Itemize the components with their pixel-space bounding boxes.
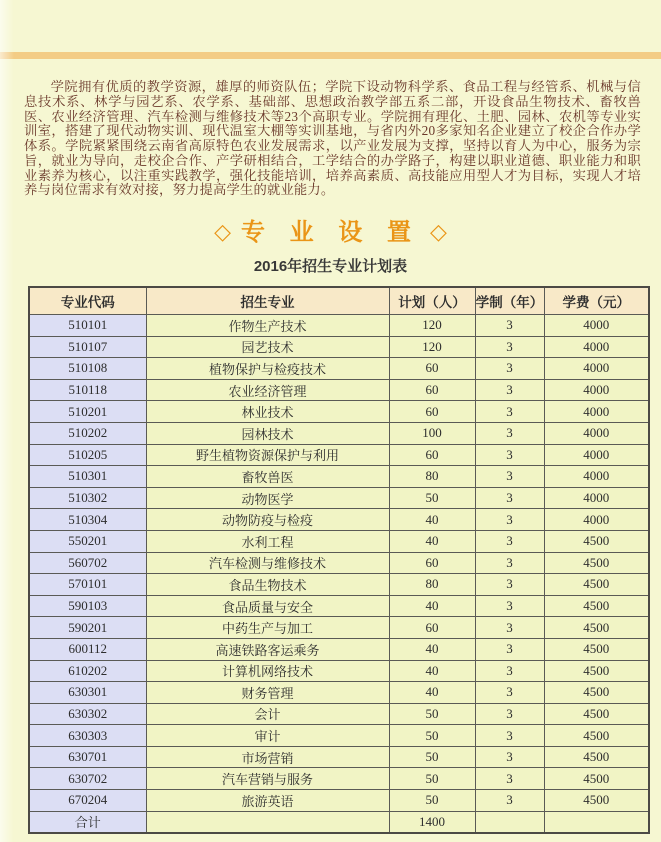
major-name-cell: 水利工程 (146, 530, 389, 552)
major-name-cell: 旅游英语 (146, 790, 389, 812)
table-row (29, 725, 649, 747)
tuition-cell: 4500 (544, 552, 649, 574)
study-years-cell: 3 (475, 660, 544, 682)
tuition-cell: 4500 (544, 725, 649, 747)
table-row (29, 315, 649, 337)
study-years-cell: 3 (475, 790, 544, 812)
table-row (29, 746, 649, 768)
major-code-cell: 510108 (29, 358, 146, 380)
majors-table-body (29, 315, 649, 834)
plan-count-cell: 50 (389, 768, 475, 790)
table-row (29, 422, 649, 444)
study-years-cell: 3 (475, 422, 544, 444)
major-name-cell: 农业经济管理 (146, 379, 389, 401)
major-code-cell: 630301 (29, 682, 146, 704)
section-title: 专 业 设 置 (240, 219, 420, 246)
tuition-cell: 4000 (544, 466, 649, 488)
major-name-cell: 动物医学 (146, 487, 389, 509)
study-years-cell: 3 (475, 768, 544, 790)
major-name-cell: 园林技术 (146, 422, 389, 444)
section-heading (0, 218, 661, 247)
table-row (29, 617, 649, 639)
tuition-cell: 4500 (544, 638, 649, 660)
page-edge-shading (0, 0, 14, 842)
study-years-cell: 3 (475, 574, 544, 596)
diamond-icon: ◇ (430, 219, 447, 244)
tuition-cell: 4000 (544, 379, 649, 401)
diamond-icon: ◇ (214, 219, 231, 244)
major-code-cell: 630702 (29, 768, 146, 790)
table-row (29, 358, 649, 380)
plan-count-cell: 120 (389, 315, 475, 337)
header-major-name: 招生专业 (146, 287, 389, 315)
plan-count-cell: 40 (389, 660, 475, 682)
plan-count-cell: 50 (389, 746, 475, 768)
major-code-cell: 合计 (29, 811, 146, 833)
study-years-cell: 3 (475, 530, 544, 552)
header-study-years: 学制（年） (475, 287, 544, 315)
plan-count-cell: 50 (389, 725, 475, 747)
plan-count-cell: 60 (389, 444, 475, 466)
table-row (29, 379, 649, 401)
tuition-cell (544, 811, 649, 833)
plan-count-cell: 40 (389, 509, 475, 531)
major-code-cell: 630303 (29, 725, 146, 747)
table-row (29, 466, 649, 488)
study-years-cell: 3 (475, 466, 544, 488)
plan-count-cell: 60 (389, 401, 475, 423)
header-tuition: 学费（元） (544, 287, 649, 315)
major-code-cell: 510302 (29, 487, 146, 509)
tuition-cell: 4500 (544, 790, 649, 812)
tuition-cell: 4500 (544, 682, 649, 704)
study-years-cell: 3 (475, 336, 544, 358)
major-code-cell: 670204 (29, 790, 146, 812)
table-row (29, 487, 649, 509)
tuition-cell: 4500 (544, 746, 649, 768)
major-name-cell: 汽车营销与服务 (146, 768, 389, 790)
tuition-cell: 4000 (544, 487, 649, 509)
major-code-cell: 510118 (29, 379, 146, 401)
plan-count-cell: 80 (389, 466, 475, 488)
major-code-cell: 510304 (29, 509, 146, 531)
major-code-cell: 510101 (29, 315, 146, 337)
table-row (29, 790, 649, 812)
major-code-cell: 510301 (29, 466, 146, 488)
majors-table (28, 286, 650, 834)
major-name-cell: 食品生物技术 (146, 574, 389, 596)
tuition-cell: 4500 (544, 574, 649, 596)
study-years-cell: 3 (475, 682, 544, 704)
major-code-cell: 590103 (29, 595, 146, 617)
major-name-cell (146, 811, 389, 833)
header-plan-count: 计划（人） (389, 287, 475, 315)
table-row (29, 552, 649, 574)
major-name-cell: 会计 (146, 703, 389, 725)
major-name-cell: 园艺技术 (146, 336, 389, 358)
major-name-cell: 汽车检测与维修技术 (146, 552, 389, 574)
tuition-cell: 4500 (544, 768, 649, 790)
tuition-cell: 4500 (544, 660, 649, 682)
table-row (29, 768, 649, 790)
tuition-cell: 4500 (544, 530, 649, 552)
plan-count-cell: 80 (389, 574, 475, 596)
major-code-cell: 570101 (29, 574, 146, 596)
study-years-cell: 3 (475, 638, 544, 660)
table-row (29, 530, 649, 552)
study-years-cell: 3 (475, 315, 544, 337)
study-years-cell: 3 (475, 703, 544, 725)
major-name-cell: 中药生产与加工 (146, 617, 389, 639)
study-years-cell: 3 (475, 509, 544, 531)
major-name-cell: 财务管理 (146, 682, 389, 704)
table-header-row (29, 287, 649, 315)
tuition-cell: 4000 (544, 509, 649, 531)
table-row (29, 595, 649, 617)
plan-count-cell: 50 (389, 790, 475, 812)
major-code-cell: 590201 (29, 617, 146, 639)
study-years-cell: 3 (475, 379, 544, 401)
major-name-cell: 动物防疫与检疫 (146, 509, 389, 531)
plan-count-cell: 60 (389, 552, 475, 574)
major-code-cell: 600112 (29, 638, 146, 660)
major-code-cell: 510201 (29, 401, 146, 423)
tuition-cell: 4000 (544, 444, 649, 466)
study-years-cell: 3 (475, 487, 544, 509)
table-row (29, 401, 649, 423)
tuition-cell: 4000 (544, 336, 649, 358)
major-name-cell: 市场营销 (146, 746, 389, 768)
study-years-cell: 3 (475, 552, 544, 574)
table-row (29, 703, 649, 725)
tuition-cell: 4500 (544, 703, 649, 725)
plan-count-cell: 1400 (389, 811, 475, 833)
plan-count-cell: 60 (389, 379, 475, 401)
study-years-cell: 3 (475, 725, 544, 747)
intro-paragraph: 学院拥有优质的教学资源，雄厚的师资队伍；学院下设动物科学系、食品工程与经管系、机械与信息技术系、林学与园艺系、农学系、基础部、思想政治教学部五系二部，开设食品生物技术、畜牧兽医、农业经济管理、汽车检测与维修技术等23个高职专业。学院拥有理化、土肥、园林、农机等专业实训室，搭建了现代动物实训、现代温室大棚等实训基地，与省内外20多家知名企业建立了校企合作办学体系。学院紧紧围绕云南省高原特色农业发展需求，以产业发展为支撑，坚持以育人为中心，服务为宗旨，就业为导向，走校企合作、产学研相结合，工学结合的办学路子，构建以职业道德、职业能力和职业素养为核心，以注重实践教学，强化技能培训，培养高素质、高技能应用型人才为目标，实现人才培养与岗位需求有效对接，努力提高学生的就业能力。 (24, 79, 641, 198)
plan-count-cell: 60 (389, 617, 475, 639)
study-years-cell: 3 (475, 401, 544, 423)
study-years-cell (475, 811, 544, 833)
major-code-cell: 610202 (29, 660, 146, 682)
major-name-cell: 野生植物资源保护与利用 (146, 444, 389, 466)
plan-count-cell: 120 (389, 336, 475, 358)
plan-count-cell: 60 (389, 358, 475, 380)
tuition-cell: 4000 (544, 401, 649, 423)
table-row (29, 336, 649, 358)
tuition-cell: 4000 (544, 422, 649, 444)
plan-count-cell: 40 (389, 638, 475, 660)
study-years-cell: 3 (475, 617, 544, 639)
top-divider-bar (0, 52, 661, 59)
header-major-code: 专业代码 (29, 287, 146, 315)
major-name-cell: 高速铁路客运乘务 (146, 638, 389, 660)
tuition-cell: 4500 (544, 595, 649, 617)
plan-count-cell: 40 (389, 595, 475, 617)
major-code-cell: 630701 (29, 746, 146, 768)
plan-count-cell: 40 (389, 682, 475, 704)
table-row (29, 660, 649, 682)
major-code-cell: 510202 (29, 422, 146, 444)
major-code-cell: 550201 (29, 530, 146, 552)
study-years-cell: 3 (475, 746, 544, 768)
study-years-cell: 3 (475, 595, 544, 617)
major-code-cell: 510107 (29, 336, 146, 358)
major-name-cell: 植物保护与检疫技术 (146, 358, 389, 380)
major-code-cell: 510205 (29, 444, 146, 466)
table-row (29, 444, 649, 466)
tuition-cell: 4000 (544, 315, 649, 337)
study-years-cell: 3 (475, 358, 544, 380)
plan-count-cell: 100 (389, 422, 475, 444)
plan-count-cell: 50 (389, 487, 475, 509)
tuition-cell: 4500 (544, 617, 649, 639)
major-name-cell: 食品质量与安全 (146, 595, 389, 617)
table-total-row (29, 811, 649, 833)
major-code-cell: 630302 (29, 703, 146, 725)
major-name-cell: 计算机网络技术 (146, 660, 389, 682)
table-row (29, 638, 649, 660)
plan-count-cell: 40 (389, 530, 475, 552)
table-row (29, 682, 649, 704)
study-years-cell: 3 (475, 444, 544, 466)
table-row (29, 509, 649, 531)
major-name-cell: 林业技术 (146, 401, 389, 423)
plan-count-cell: 50 (389, 703, 475, 725)
tuition-cell: 4000 (544, 358, 649, 380)
major-name-cell: 作物生产技术 (146, 315, 389, 337)
table-row (29, 574, 649, 596)
table-title: 2016年招生专业计划表 (253, 258, 408, 275)
major-name-cell: 审计 (146, 725, 389, 747)
major-name-cell: 畜牧兽医 (146, 466, 389, 488)
major-code-cell: 560702 (29, 552, 146, 574)
